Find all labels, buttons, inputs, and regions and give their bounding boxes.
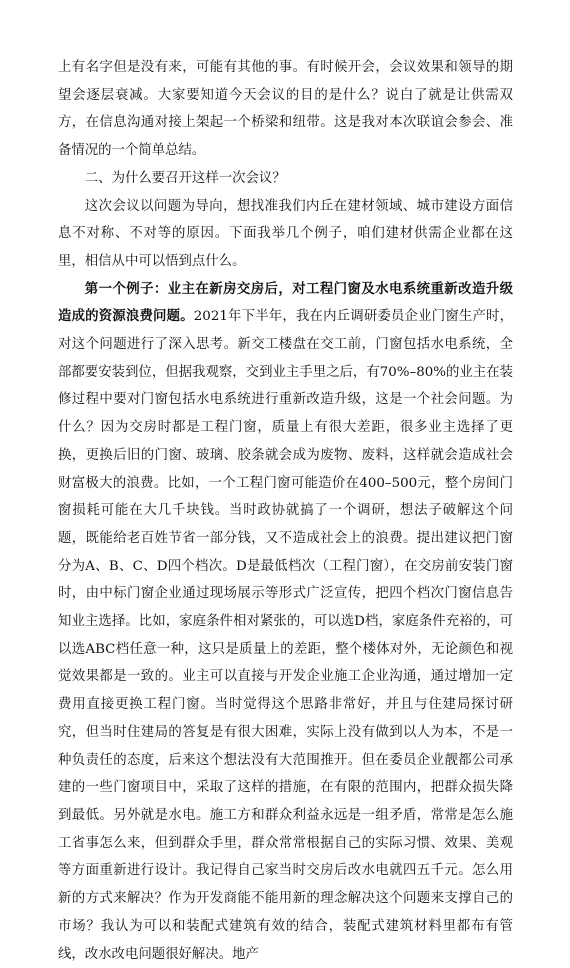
- document-page: [58, 54, 513, 968]
- paragraph-purpose: 这次会议以问题为导向，想找准我们内丘在建材领域、城市建设方面信息不对称、不对等的原因。下面我举几个例子，咱们建材供需企业都在这里，相信从中可以悟到点什么。: [58, 198, 513, 269]
- section-heading-2: 二、为什么要召开这样一次会议？: [84, 170, 286, 186]
- paragraph-example-1: [58, 276, 513, 968]
- example-1-body: 2021年下半年，我在内丘调研委员企业门窗生产时，对这个问题进行了深入思考。新交工楼盘在交工前，门窗包括水电系统，全部都要安装到位，但据我观察，交到业主手里之后，有70%–80%的业主在装修过程中要对门窗包括水电系统进行重新改造升级，这是一个社会问题。为什么？因为交房时都是工程门窗，质量上有很大差距，很多业主选择了更换，更换后旧的门窗、玻璃、胶条就会成为废物、废料，这样就会造成社会财富极大的浪费。比如，一个工程门窗可能造价在400–500元，整个房间门窗损耗可能在大几千块钱。当时政协就搞了一个调研，想法子破解这个问题，既能给老百姓节省一部分钱，又不造成社会上的浪费。提出建议把门窗分为A、B、C、D四个档次。D是最低档次（工程门窗），在交房前安装门窗时，由中标门窗企业通过现场展示等形式广泛宣传，把四个档次门窗信息告知业主选择。比如，家庭条件相对紧张的，可以选D档，家庭条件充裕的，可以选ABC档任意一种，这只是质量上的差距，整个楼体对外，无论颜色和视觉效果都是一致的。业主可以直接与开发企业施工企业沟通，通过增加一定费用直接更换工程门窗。当时觉得这个思路非常好，并且与住建局探讨研究，但当时住建局的答复是有很大困难，实际上没有做到以人为本，不是一种负责任的态度，后来这个想法没有大范围推开。但在委员企业靓都公司承建的一些门窗项目中，采取了这样的措施，在有限的范围内，把群众损失降到最低。另外就是水电。施工方和群众利益永远是一组矛盾，常常是怎么施工省事怎么来，但到群众手里，群众常常根据自己的实际习惯、效果、美观等方面重新进行设计。我记得自己家当时交房后改水电就四五千元。怎么用新的方式来解决？作为开发商能不能用新的理念解决这个问题来支撑自己的市场？我认为可以和装配式建筑有效的结合，装配式建筑材料里都布有管线，改水改电问题很好解决。地产: [58, 309, 513, 962]
- example-1-lead: 第一个例子：业主在新房交房后，对工程门窗及水电系统重新改造升级造成的资源浪费问题。: [58, 280, 513, 325]
- paragraph-intro-continuation: 上有名字但是没有来，可能有其他的事。有时候开会，会议效果和领导的期望会逐层衰减。大家要知道今天会议的目的是什么？说白了就是让供需双方，在信息沟通对接上架起一个桥梁和纽带。这是我对本次联谊会参会、准备情况的一个简单总结。: [58, 60, 513, 159]
